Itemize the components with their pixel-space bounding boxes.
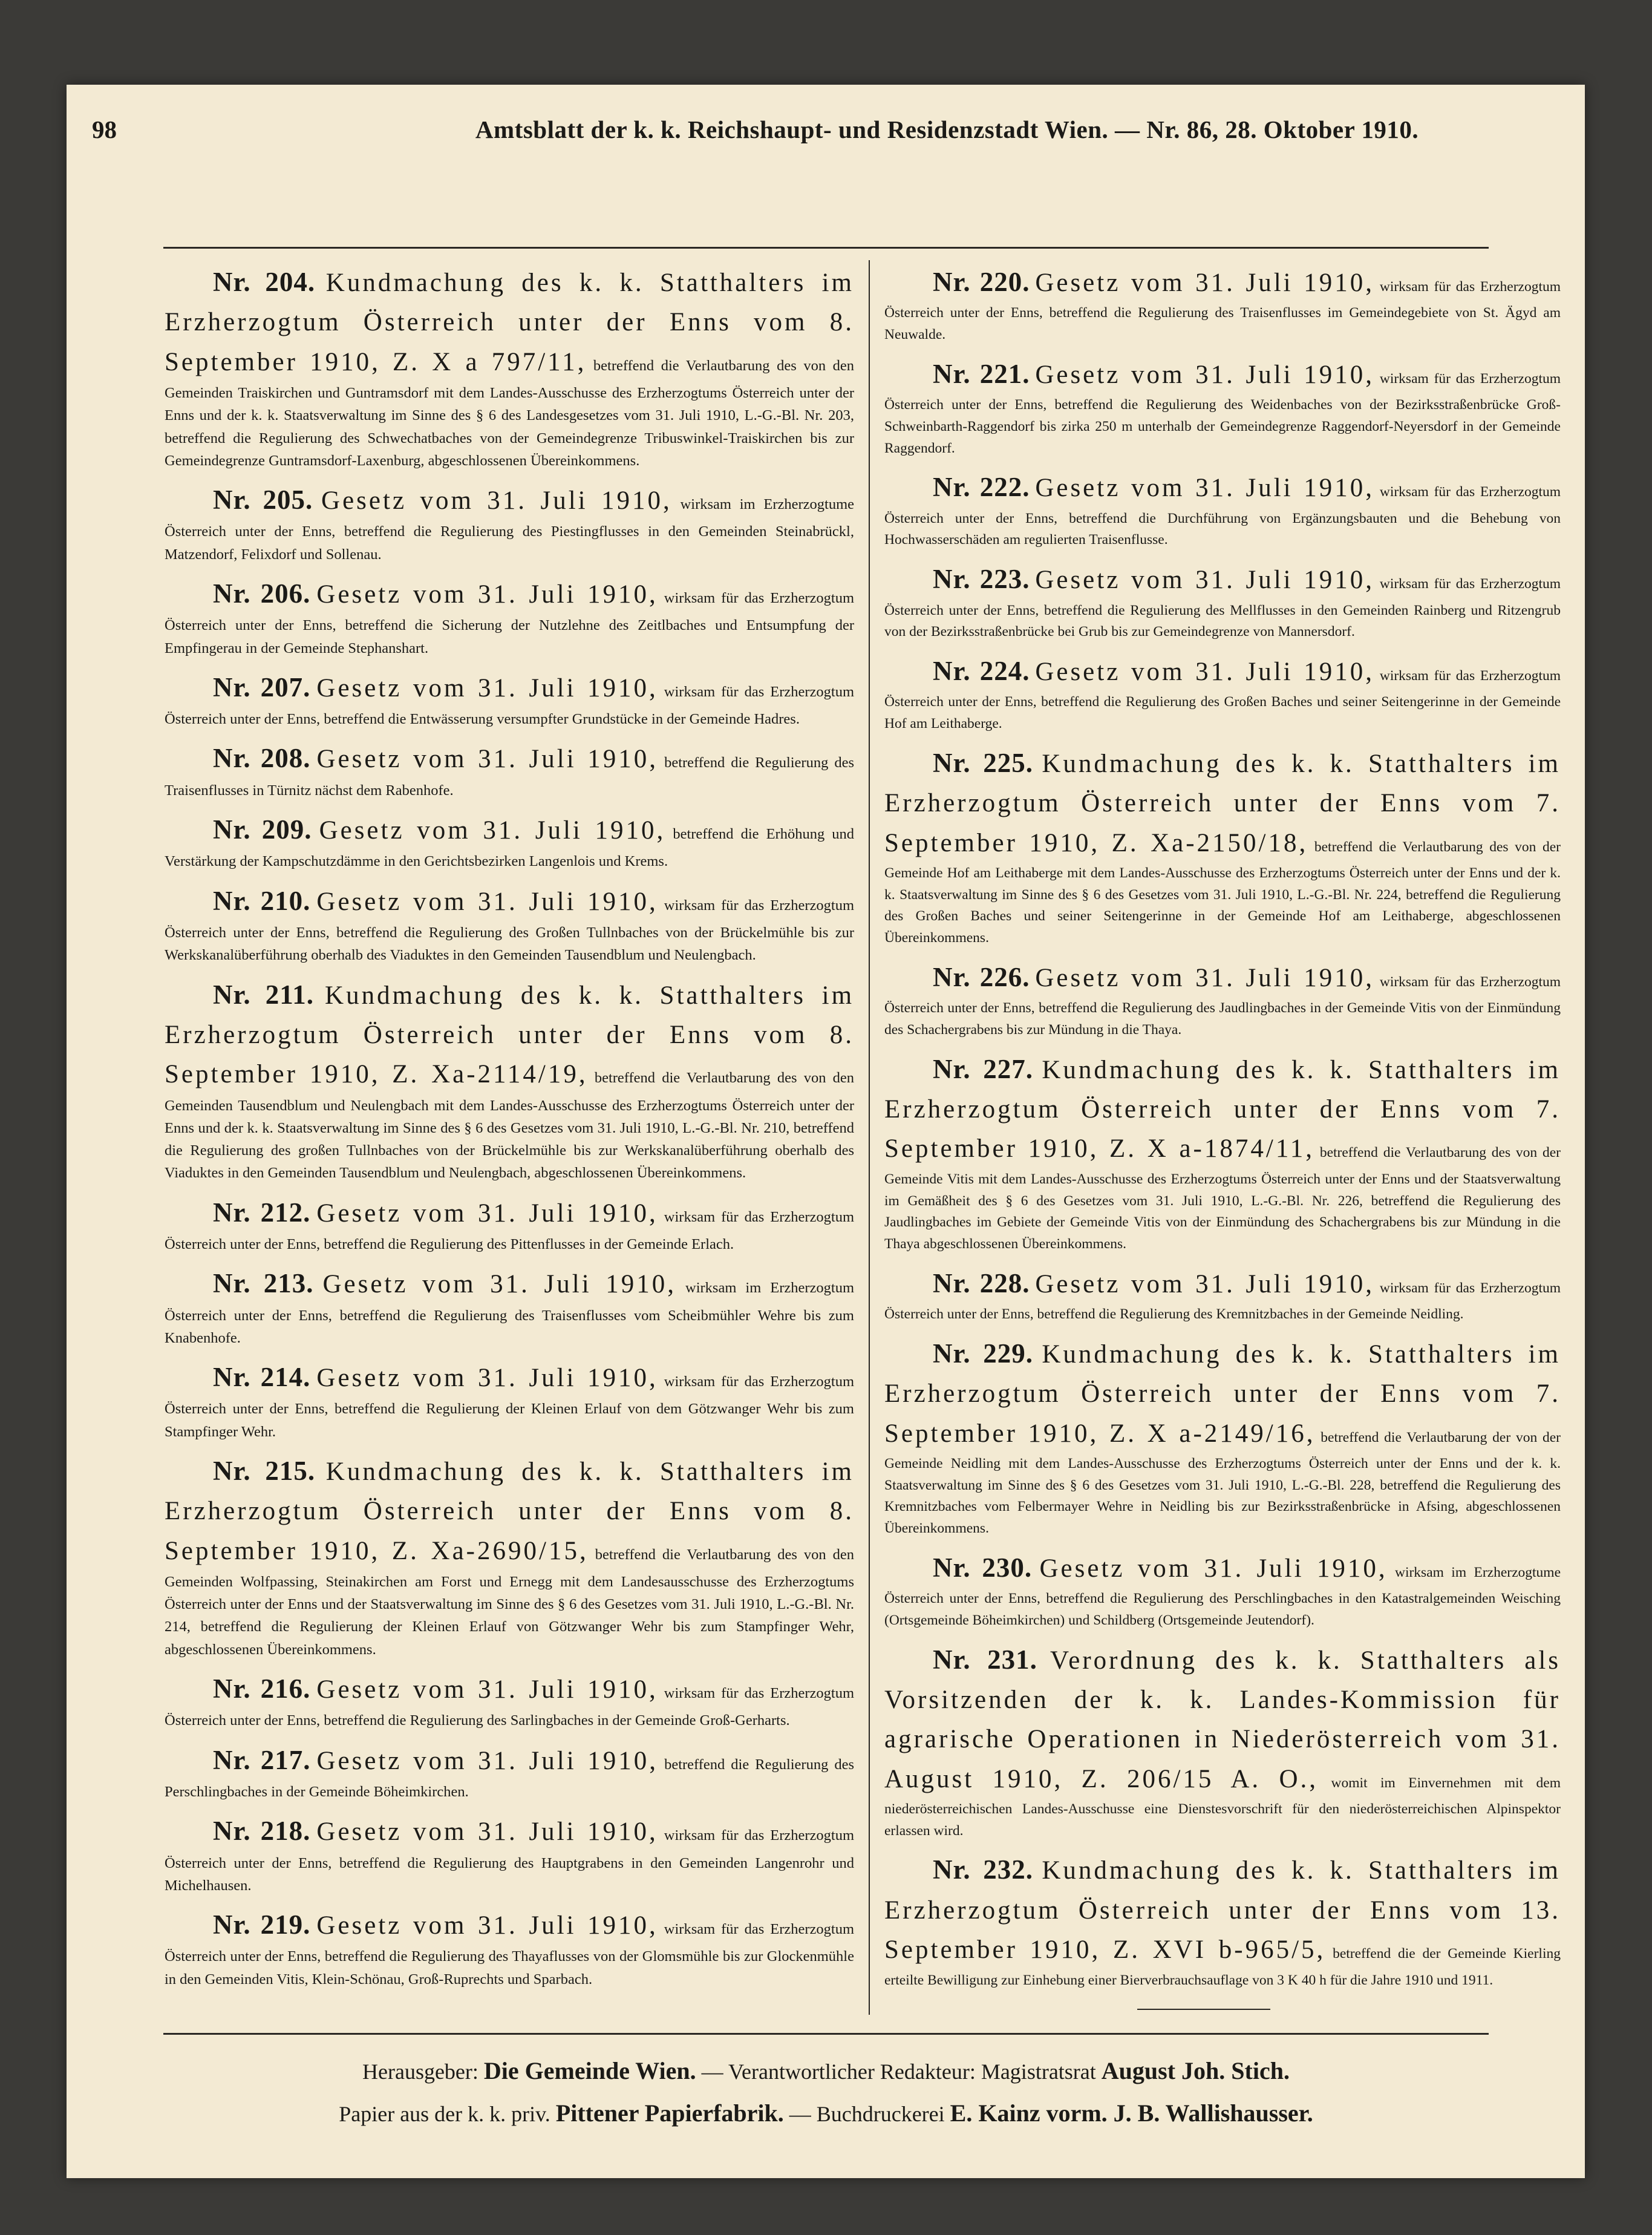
entry-number: Nr. 231. xyxy=(933,1644,1037,1675)
entry-heading: Gesetz vom 31. Juli 1910, xyxy=(316,673,658,702)
entry-body: wirksam für das Erzherzogtum Österreich unter der Enns, betreffend die Durchführung von Ergänzungsbauten und die Behebung von Hochwasserschäden am regulierten Traisenflusse. xyxy=(884,484,1561,548)
entry-number: Nr. 229. xyxy=(933,1338,1034,1369)
entry-number: Nr. 209. xyxy=(213,814,312,845)
entry-heading: Kundmachung des k. k. Statthalters im Erzherzogtum Österreich unter der Enns vom 7. September 1910, Z. X a-2149/16, xyxy=(884,1340,1561,1448)
law-entry xyxy=(165,1810,854,1897)
entry-heading: Kundmachung des k. k. Statthalters im Erzherzogtum Österreich unter der Enns vom 8. September 1910, Z. X a 797/11, xyxy=(165,269,855,376)
entry-number: Nr. 213. xyxy=(213,1268,314,1299)
law-entry xyxy=(884,1547,1561,1632)
entry-heading: Kundmachung des k. k. Statthalters im Erzherzogtum Österreich unter der Enns vom 7. September 1910, Z. X a-1874/11, xyxy=(884,1055,1561,1163)
entry-body: betreffend die Verlautbarung des von der Gemeinde Hof am Leithaberge mit dem Landes-Ausschusse des Erzherzogtums Österreich unter der Enns und der k. k. Staatsverwaltung im Sinne des § 6 des Gesetzes vom 31. Juli 1910, L.-G.-Bl. Nr. 224, betreffend die Regulierung des Großen Baches und seiner Seitengerinne in der Gemeinde Hof am Leithaberge, abgeschlossenen Übereinkommens. xyxy=(884,839,1561,946)
entry-body: wirksam für das Erzherzogtum Österreich unter der Enns, betreffend die Regulierung des Jaudlingbaches in der Gemeinde Vitis von der Einmündung des Schachergrabens bis zur Mündung in die Thaya. xyxy=(884,974,1561,1038)
law-entry xyxy=(165,1450,854,1661)
law-entry xyxy=(165,1192,854,1256)
entry-number: Nr. 219. xyxy=(213,1909,311,1940)
footer-rule xyxy=(163,2033,1489,2035)
entry-number: Nr. 218. xyxy=(213,1816,311,1847)
entry-heading: Gesetz vom 31. Juli 1910, xyxy=(316,1364,658,1393)
entry-heading: Gesetz vom 31. Juli 1910, xyxy=(1035,566,1375,595)
entry-body: wirksam für das Erzherzogtum Österreich unter der Enns, betreffend die Regulierung des Weidenbaches von der Bezirksstraßenbrücke Groß-Schweinbarth-Raggendorf bis zirka 250 m unterhalb der Gemeindegrenze Raggendorf-Neyersdorf in der Gemeinde Raggendorf. xyxy=(884,370,1561,456)
law-entry xyxy=(165,1739,854,1804)
law-entry xyxy=(165,880,854,967)
entry-number: Nr. 222. xyxy=(933,472,1030,503)
entry-body: betreffend die Verlautbarung des von den Gemeinden Wolfpassing, Steinakirchen am Forst und Ernegg mit dem Landesausschusse des Erzherzogtums Österreich unter der Enns und der Staatsverwaltung im Sinne des § 6 des Gesetzes vom 31. Juli 1910, L.-G.-Bl. Nr. 214, betreffend die Regulierung der Kleinen Erlauf von Götzwanger Wehr bis zum Stampfinger Wehr, abgeschlossenen Übereinkommens. xyxy=(165,1546,855,1658)
entry-heading: Verordnung des k. k. Statthalters als Vorsitzenden der k. k. Landes-Kommission für agrarische Operationen in Niederösterreich vom 31. August 1910, Z. 206/15 A. O., xyxy=(884,1646,1561,1793)
law-entry xyxy=(165,479,854,566)
entry-number: Nr. 206. xyxy=(213,578,311,609)
entry-body: wirksam für das Erzherzogtum Österreich unter der Enns, betreffend die Entwässerung versumpfter Grundstücke in der Gemeinde Hadres. xyxy=(165,683,855,728)
entry-heading: Gesetz vom 31. Juli 1910, xyxy=(1035,658,1375,687)
entry-body: wirksam im Erzherzogtume Österreich unter der Enns, betreffend die Regulierung des Piestingflusses in den Gemeinden Steinabrückl, Matzendorf, Felixdorf und Sollenau. xyxy=(165,496,855,563)
entry-body: wirksam für das Erzherzogtum Österreich unter der Enns, betreffend die Regulierung des Traisenflusses im Gemeindegebiete von St. Ägyd am Neuwalde. xyxy=(884,279,1561,343)
entry-number: Nr. 205. xyxy=(213,485,313,515)
entry-body: betreffend die Verlautbarung der von der Gemeinde Neidling mit dem Landes-Ausschusse des Erzherzogtums Österreich unter der Enns und der k. k. Staatsverwaltung im Sinne des § 6 des Gesetzes vom 31. Juli 1910, L.-G.-Bl. 228, betreffend die Regulierung des Kremnitzbaches vom Felbermayer Wehre in Neidling bis zur Bezirksstraßenbrücke in Afsing, abgeschlossenen Übereinkommens. xyxy=(884,1429,1561,1537)
law-entry xyxy=(884,650,1561,735)
paper-supplier: Pittener Papierfabrik. xyxy=(555,2099,784,2127)
entry-number: Nr. 223. xyxy=(933,564,1030,595)
entry-body: betreffend die Verlautbarung des von den Gemeinden Tausendblum und Neulengbach mit dem Landes-Ausschusse des Erzherzogtums Österreich unter der Enns und der k. k. Staatsverwaltung im Sinne des § 6 des Gesetzes vom 31. Juli 1910, L.-G.-Bl. Nr. 210, betreffend die Regulierung des großen Tullnbaches von der Brückelmühle bis zur Werkskanalüberführung oberhalb des Viaduktes in den Gemeinden Tausendblum und Neulengbach, abgeschlossenen Übereinkommens. xyxy=(165,1070,854,1182)
entry-body: betreffend die Regulierung des Traisenflusses in Türnitz nächst dem Rabenhofe. xyxy=(165,754,855,799)
entry-heading: Gesetz vom 31. Juli 1910, xyxy=(1035,474,1375,503)
entry-heading: Gesetz vom 31. Juli 1910, xyxy=(316,580,658,609)
entry-heading: Gesetz vom 31. Juli 1910, xyxy=(321,486,672,515)
entry-number: Nr. 210. xyxy=(213,885,311,916)
entry-number: Nr. 208. xyxy=(213,743,311,774)
entry-number: Nr. 212. xyxy=(213,1197,311,1228)
entry-number: Nr. 225. xyxy=(933,747,1034,778)
entry-heading: Gesetz vom 31. Juli 1910, xyxy=(316,1199,658,1228)
law-entry xyxy=(884,261,1561,346)
entry-number: Nr. 215. xyxy=(213,1455,316,1486)
entry-body: betreffend die Verlautbarung des von den Gemeinden Traiskirchen und Guntramsdorf mit dem Landes-Ausschusse des Erzherzogtums Österreich unter der Enns und der k. k. Staatsverwaltung im Sinne des § 6 des Landesgesetzes vom 31. Juli 1910, L.-G.-Bl. Nr. 203, betreffend die Regulierung des Schwechatbaches von der Gemeindegrenze Tribuswinkel-Traiskirchen bis zur Gemeindegrenze Guntramsdorf-Laxenburg, abgeschlossenen Übereinkommens. xyxy=(165,357,855,469)
entry-heading: Gesetz vom 31. Juli 1910, xyxy=(1035,269,1375,297)
entry-number: Nr. 230. xyxy=(933,1552,1033,1583)
entry-body: wirksam im Erzherzogtume Österreich unter der Enns, betreffend die Regulierung des Perschlingbaches in den Katastralgemeinden Weisching (Ortsgemeinde Böheimkirchen) und Schildberg (Ortsgemeinde Jeutendorf). xyxy=(884,1564,1561,1628)
entry-heading: Gesetz vom 31. Juli 1910, xyxy=(316,745,659,774)
law-entry xyxy=(165,667,854,731)
paper-label: Papier aus der k. k. priv. xyxy=(339,2102,550,2126)
entry-heading: Gesetz vom 31. Juli 1910, xyxy=(316,1675,658,1704)
right-column xyxy=(884,261,1561,1998)
entry-body: wirksam für das Erzherzogtum Österreich unter der Enns, betreffend die Regulierung des Mellflusses in den Gemeinden Rainberg und Ritzengrub von der Bezirksstraßenbrücke bei Grub bis zur Gemeindegrenze von Mannersdorf. xyxy=(884,576,1561,640)
entry-body: womit im Einvernehmen mit dem niederösterreichischen Landes-Ausschusse eine Dienstesvorschrift für den niederösterreichischen Alpinspektor erlassen wird. xyxy=(884,1775,1561,1839)
imprint-line-1 xyxy=(163,2050,1489,2092)
law-entry xyxy=(884,1263,1561,1326)
printer-label: — Buchdruckerei xyxy=(789,2102,945,2126)
column-divider xyxy=(869,260,870,2015)
entry-body: wirksam für das Erzherzogtum Österreich unter der Enns, betreffend die Regulierung des Großen Baches und seiner Seitengerinne in der Gemeinde Hof am Leithaberge. xyxy=(884,668,1561,732)
entry-number: Nr. 214. xyxy=(213,1362,311,1393)
entry-number: Nr. 227. xyxy=(933,1053,1034,1084)
entry-heading: Gesetz vom 31. Juli 1910, xyxy=(319,816,666,845)
entry-body: betreffend die Erhöhung und Verstärkung der Kampschutzdämme in den Gerichtsbezirken Langenlois und Krems. xyxy=(165,826,854,870)
law-entry xyxy=(884,1049,1561,1255)
entry-number: Nr. 211. xyxy=(213,979,314,1010)
entry-body: wirksam für das Erzherzogtum Österreich unter der Enns, betreffend die Regulierung des Hauptgrabens in den Gemeinden Langenrohr und Michelhausen. xyxy=(165,1827,855,1894)
law-entry xyxy=(884,466,1561,551)
publisher-name: Die Gemeinde Wien. xyxy=(483,2057,696,2084)
page-number: 98 xyxy=(92,116,117,143)
entry-heading: Gesetz vom 31. Juli 1910, xyxy=(1035,1269,1375,1298)
law-entry xyxy=(165,1263,854,1349)
entry-heading: Kundmachung des k. k. Statthalters im Erzherzogtum Österreich unter der Enns vom 8. September 1910, Z. Xa-2690/15, xyxy=(165,1457,855,1565)
entry-heading: Gesetz vom 31. Juli 1910, xyxy=(322,1270,677,1299)
law-entry xyxy=(165,261,854,472)
law-entry xyxy=(165,809,854,873)
law-entry xyxy=(884,1639,1561,1842)
entry-body: wirksam für das Erzherzogtum Österreich unter der Enns, betreffend die Sicherung der Nutzlehne des Zeitlbaches und Entsumpfung der Empfingerau in der Gemeinde Stephanshart. xyxy=(165,589,855,656)
law-entry xyxy=(165,1356,854,1443)
editor-name: August Joh. Stich. xyxy=(1101,2057,1290,2084)
entry-number: Nr. 207. xyxy=(213,672,311,702)
entry-heading: Gesetz vom 31. Juli 1910, xyxy=(1039,1554,1388,1583)
entry-heading: Kundmachung des k. k. Statthalters im Erzherzogtum Österreich unter der Enns vom 8. September 1910, Z. Xa-2114/19, xyxy=(165,981,855,1089)
law-entry xyxy=(884,558,1561,643)
law-entry xyxy=(165,1904,854,1991)
page-header xyxy=(92,115,1560,151)
law-entry xyxy=(884,742,1561,949)
entry-heading: Kundmachung des k. k. Statthalters im Erzherzogtum Österreich unter der Enns vom 13. September 1910, Z. XVI b-965/5, xyxy=(884,1856,1561,1965)
entry-number: Nr. 217. xyxy=(213,1744,311,1775)
entry-body: wirksam für das Erzherzogtum Österreich unter der Enns, betreffend die Regulierung der Kleinen Erlauf von dem Götzwanger Wehr bis zum Stampfinger Wehr. xyxy=(165,1373,855,1440)
law-entry xyxy=(884,957,1561,1041)
end-rule xyxy=(1137,2009,1270,2010)
entry-number: Nr. 224. xyxy=(933,656,1030,687)
law-entry xyxy=(884,1333,1561,1540)
entry-body: betreffend die Regulierung des Perschlingbaches in der Gemeinde Böheimkirchen. xyxy=(165,1756,855,1800)
entry-body: wirksam für das Erzherzogtum Österreich unter der Enns, betreffend die Regulierung des Pittenflusses in der Gemeinde Erlach. xyxy=(165,1208,855,1252)
entry-number: Nr. 228. xyxy=(933,1268,1030,1298)
entry-heading: Gesetz vom 31. Juli 1910, xyxy=(316,1818,658,1847)
entry-body: wirksam für das Erzherzogtum Österreich unter der Enns, betreffend die Regulierung des Großen Tullnbaches von der Brückelmühle bis zur Werkskanalüberführung oberhalb des Viaduktes in den Gemeinden Tausendblum und Neulengbach. xyxy=(165,897,855,964)
law-entry xyxy=(884,1849,1561,1991)
law-entry xyxy=(165,1668,854,1732)
imprint-line-2 xyxy=(163,2092,1489,2135)
left-column xyxy=(165,261,854,1998)
entry-heading: Gesetz vom 31. Juli 1910, xyxy=(1035,963,1375,992)
printer-name: E. Kainz vorm. J. B. Wallishausser. xyxy=(950,2099,1313,2127)
law-entry xyxy=(884,353,1561,460)
editor-label: — Verantwortlicher Redakteur: Magistratsrat xyxy=(701,2060,1096,2084)
imprint xyxy=(163,2050,1489,2135)
entry-body: betreffend die Verlautbarung des von der Gemeinde Vitis mit dem Landes-Ausschusse des Erzherzogtums Österreich unter der Enns und der Staatsverwaltung im Gemäßheit des § 6 des Gesetzes vom 31. Juli 1910, L.-G.-Bl. Nr. 226, betreffend die Regulierung des Jaudlingbaches im Gebiete der Gemeinde Vitis von der Einmündung des Schachergrabens bis zur Mündung in die Thaya abgeschlossenen Übereinkommens. xyxy=(884,1145,1561,1252)
entry-heading: Gesetz vom 31. Juli 1910, xyxy=(1035,360,1375,389)
entry-number: Nr. 204. xyxy=(213,267,316,297)
law-entry xyxy=(165,974,854,1185)
entry-heading: Kundmachung des k. k. Statthalters im Erzherzogtum Österreich unter der Enns vom 7. September 1910, Z. Xa-2150/18, xyxy=(884,749,1561,857)
entry-number: Nr. 216. xyxy=(213,1673,311,1704)
law-entry xyxy=(165,738,854,802)
publisher-label: Herausgeber: xyxy=(362,2060,478,2084)
entry-body: betreffend die der Gemeinde Kierling erteilte Bewilligung zur Einhebung einer Bierverbrauchsauflage von 3 K 40 h für die Jahre 1910 und 1911. xyxy=(884,1946,1561,1988)
entry-number: Nr. 220. xyxy=(933,267,1030,297)
entry-heading: Gesetz vom 31. Juli 1910, xyxy=(316,1746,659,1775)
entry-number: Nr. 221. xyxy=(933,358,1030,389)
entry-body: wirksam für das Erzherzogtum Österreich unter der Enns, betreffend die Regulierung des Sarlingbaches in der Gemeinde Groß-Gerharts. xyxy=(165,1684,855,1729)
entry-heading: Gesetz vom 31. Juli 1910, xyxy=(316,887,658,916)
header-rule xyxy=(163,247,1489,249)
entry-body: wirksam für das Erzherzogtum Österreich unter der Enns, betreffend die Regulierung des Thayaflusses von der Glomsmühle bis zur Glockenmühle in den Gemeinden Vitis, Klein-Schönau, Groß-Ruprechts und Sparbach. xyxy=(165,1921,855,1988)
entry-number: Nr. 226. xyxy=(933,961,1030,992)
entry-number: Nr. 232. xyxy=(933,1854,1034,1885)
law-entry xyxy=(165,573,854,659)
entry-body: wirksam für das Erzherzogtum Österreich unter der Enns, betreffend die Regulierung des Kremnitzbaches in der Gemeinde Neidling. xyxy=(884,1280,1561,1323)
page-title: Amtsblatt der k. k. Reichshaupt- und Residenzstadt Wien. — Nr. 86, 28. Oktober 1910. xyxy=(475,116,1419,143)
entry-body: wirksam im Erzherzogtum Österreich unter der Enns, betreffend die Regulierung des Traisenflusses vom Scheibmühler Wehre bis zum Knabenhofe. xyxy=(165,1280,855,1346)
entry-heading: Gesetz vom 31. Juli 1910, xyxy=(316,1911,658,1940)
